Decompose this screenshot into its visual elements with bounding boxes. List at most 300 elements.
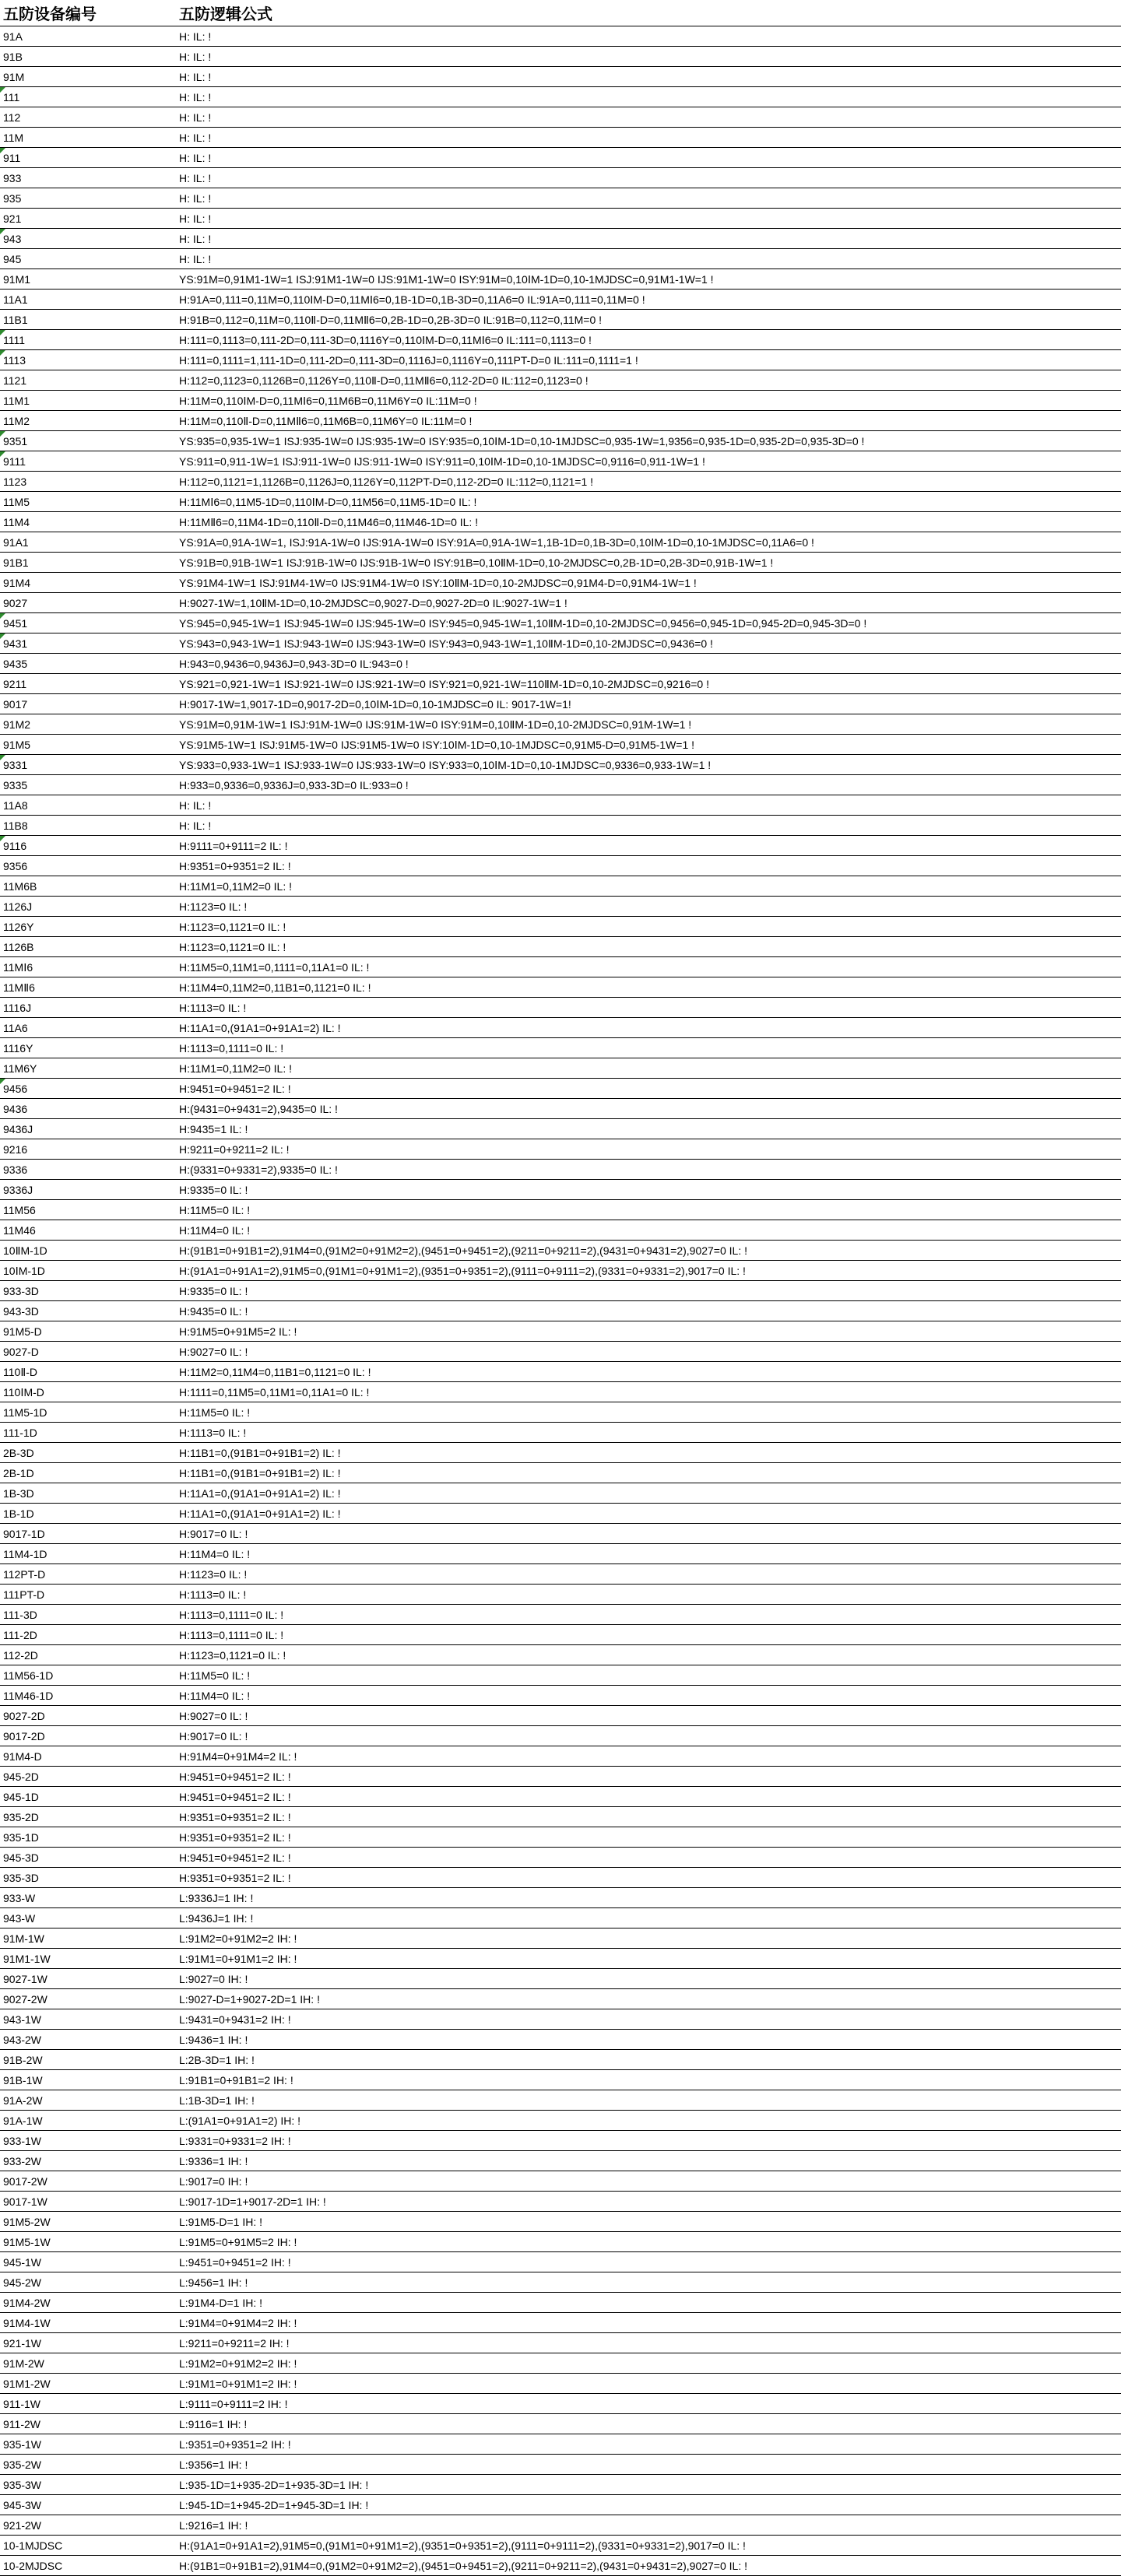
logic-formula-cell[interactable]: YS:943=0,943-1W=1 ISJ:943-1W=0 IJS:943-1W=0 ISY:943=0,943-1W=1,10ⅡM-1D=0,10-2MJDSC=0,9436=0 ! (176, 633, 1121, 654)
table-row (0, 330, 1121, 350)
device-id-cell[interactable] (0, 1686, 176, 1706)
device-id-cell[interactable] (0, 1564, 176, 1585)
device-id-cell[interactable] (0, 1969, 176, 1989)
device-id-cell[interactable] (0, 492, 176, 512)
logic-formula-cell[interactable]: H:11M5=0 IL: ! (176, 1665, 1121, 1686)
device-id-text: 943-3D (3, 1304, 39, 1318)
table-row (0, 998, 1121, 1018)
logic-formula-cell[interactable]: H:11M4=0,11M2=0,11B1=0,1121=0 IL: ! (176, 977, 1121, 998)
logic-formula-cell[interactable]: YS:933=0,933-1W=1 ISJ:933-1W=0 IJS:933-1W=0 ISY:933=0,10ⅠM-1D=0,10-1MJDSC=0,9336=0,933-1W=1 ! (176, 755, 1121, 775)
table-row (0, 1463, 1121, 1483)
logic-formula-cell[interactable]: H:111=0,1113=0,111-2D=0,111-3D=0,1116Y=0,110ⅠM-D=0,11MⅠ6=0 IL:111=0,1113=0 ! (176, 330, 1121, 350)
logic-formula-cell[interactable]: L:9431=0+9431=2 IH: ! (176, 2009, 1121, 2030)
device-id-cell[interactable] (0, 1787, 176, 1807)
logic-formula-cell[interactable]: L:9331=0+9331=2 IH: ! (176, 2131, 1121, 2151)
logic-formula-cell[interactable]: H:1113=0,1111=0 IL: ! (176, 1605, 1121, 1625)
device-id-cell[interactable] (0, 755, 176, 775)
device-id-cell[interactable] (0, 2374, 176, 2394)
device-id-cell[interactable] (0, 370, 176, 391)
logic-formula-cell[interactable]: H:943=0,9436=0,9436J=0,943-3D=0 IL:943=0 ! (176, 654, 1121, 674)
device-id-cell[interactable] (0, 26, 176, 47)
table-row (0, 2495, 1121, 2515)
device-id-cell[interactable] (0, 553, 176, 573)
device-id-cell[interactable] (0, 1058, 176, 1079)
device-id-cell[interactable] (0, 897, 176, 917)
device-id-cell[interactable] (0, 1099, 176, 1119)
device-id-cell[interactable] (0, 2090, 176, 2111)
table-row (0, 775, 1121, 795)
device-id-cell[interactable] (0, 128, 176, 148)
device-id-cell[interactable] (0, 188, 176, 209)
logic-formula-cell[interactable]: YS:935=0,935-1W=1 ISJ:935-1W=0 IJS:935-1W=0 ISY:935=0,10ⅠM-1D=0,10-1MJDSC=0,935-1W=1,9356=0,935-1D=0,935-2D=0,935-3D=0 ! (176, 431, 1121, 451)
error-indicator-icon (0, 148, 5, 153)
logic-formula-cell[interactable]: H:9351=0+9351=2 IL: ! (176, 856, 1121, 876)
device-id-cell[interactable] (0, 1382, 176, 1402)
device-id-cell[interactable] (0, 1301, 176, 1321)
table-row (0, 209, 1121, 229)
logic-formula-cell[interactable]: H: IL: ! (176, 168, 1121, 188)
device-id-cell[interactable] (0, 1605, 176, 1625)
logic-formula-cell[interactable]: H:(9331=0+9331=2),9335=0 IL: ! (176, 1160, 1121, 1180)
logic-formula-cell[interactable]: L:9017=0 IH: ! (176, 2171, 1121, 2192)
logic-formula-cell[interactable]: H:1111=0,11M5=0,11M1=0,11A1=0 IL: ! (176, 1382, 1121, 1402)
logic-formula-cell[interactable]: YS:91A=0,91A-1W=1, ISJ:91A-1W=0 IJS:91A-1W=0 ISY:91A=0,91A-1W=1,1B-1D=0,1B-3D=0,10ⅠM-1D=0,10-1MJDSC=0,11A6=0 ! (176, 532, 1121, 553)
logic-formula-cell[interactable]: H:1113=0 IL: ! (176, 1585, 1121, 1605)
logic-formula-cell[interactable]: H:111=0,1111=1,111-1D=0,111-2D=0,111-3D=0,1116J=0,1116Y=0,111PT-D=0 IL:111=0,1111=1 ! (176, 350, 1121, 370)
logic-formula-cell[interactable]: H:1123=0 IL: ! (176, 897, 1121, 917)
table-row (0, 2030, 1121, 2050)
device-id-cell[interactable] (0, 654, 176, 674)
logic-formula-cell[interactable]: H:11M5=0 IL: ! (176, 1402, 1121, 1423)
device-id-cell[interactable] (0, 2313, 176, 2333)
device-id-cell[interactable] (0, 714, 176, 735)
device-id-cell[interactable] (0, 411, 176, 431)
device-id-cell[interactable] (0, 330, 176, 350)
device-id-cell[interactable] (0, 1342, 176, 1362)
logic-formula-cell[interactable]: H: IL: ! (176, 209, 1121, 229)
device-id-cell[interactable] (0, 472, 176, 492)
device-id-cell[interactable] (0, 431, 176, 451)
logic-formula-cell[interactable]: L:91M2=0+91M2=2 IH: ! (176, 2353, 1121, 2374)
logic-formula-cell[interactable]: L:9336J=1 IH: ! (176, 1888, 1121, 1908)
logic-formula-cell[interactable]: H: IL: ! (176, 148, 1121, 168)
logic-formula-cell[interactable]: L:9436J=1 IH: ! (176, 1908, 1121, 1928)
table-row (0, 1321, 1121, 1342)
device-id-cell[interactable] (0, 2050, 176, 2070)
logic-formula-cell[interactable]: H:11M1=0,11M2=0 IL: ! (176, 876, 1121, 897)
logic-formula-cell[interactable]: H:9017=0 IL: ! (176, 1726, 1121, 1746)
device-id-cell[interactable] (0, 1585, 176, 1605)
logic-formula-cell[interactable]: L:91M1=0+91M1=2 IH: ! (176, 2374, 1121, 2394)
table-row (0, 977, 1121, 998)
logic-formula-cell[interactable]: L:91M5-D=1 IH: ! (176, 2212, 1121, 2232)
logic-formula-cell[interactable]: YS:911=0,911-1W=1 ISJ:911-1W=0 IJS:911-1W=0 ISY:911=0,10ⅠM-1D=0,10-1MJDSC=0,9116=0,911-1W=1 ! (176, 451, 1121, 472)
logic-formula-cell[interactable]: H:933=0,9336=0,9336J=0,933-3D=0 IL:933=0 ! (176, 775, 1121, 795)
logic-formula-cell[interactable]: H:11MⅠ6=0,11M5-1D=0,110ⅠM-D=0,11M56=0,11M5-1D=0 IL: ! (176, 492, 1121, 512)
logic-formula-cell[interactable]: L:9111=0+9111=2 IH: ! (176, 2394, 1121, 2414)
logic-formula-cell[interactable]: H: IL: ! (176, 249, 1121, 269)
logic-formula-cell[interactable]: H:9211=0+9211=2 IL: ! (176, 1139, 1121, 1160)
logic-formula-cell[interactable]: H:9027=0 IL: ! (176, 1342, 1121, 1362)
device-id-cell[interactable] (0, 1241, 176, 1261)
logic-formula-cell[interactable]: H:(9431=0+9431=2),9435=0 IL: ! (176, 1099, 1121, 1119)
device-id-cell[interactable] (0, 573, 176, 593)
device-id-cell[interactable] (0, 2009, 176, 2030)
table-row (0, 735, 1121, 755)
logic-formula-cell[interactable]: L:9027-D=1+9027-2D=1 IH: ! (176, 1989, 1121, 2009)
logic-formula-cell[interactable]: H:11M5=0,11M1=0,1111=0,11A1=0 IL: ! (176, 957, 1121, 977)
device-id-cell[interactable] (0, 67, 176, 87)
table-row (0, 1767, 1121, 1787)
device-id-cell[interactable] (0, 2536, 176, 2556)
logic-formula-cell[interactable]: H:9017-1W=1,9017-1D=0,9017-2D=0,10ⅠM-1D=0,10-1MJDSC=0 IL: 9017-1W=1! (176, 694, 1121, 714)
device-id-text: 91B-1W (3, 2073, 43, 2086)
device-id-text: 11A8 (3, 798, 28, 812)
logic-formula-cell[interactable]: H:11M1=0,11M2=0 IL: ! (176, 1058, 1121, 1079)
logic-formula-cell[interactable]: H:9351=0+9351=2 IL: ! (176, 1868, 1121, 1888)
logic-formula-cell[interactable]: H:9027=0 IL: ! (176, 1706, 1121, 1726)
device-id-cell[interactable] (0, 2212, 176, 2232)
logic-formula-cell[interactable]: H:11A1=0,(91A1=0+91A1=2) IL: ! (176, 1504, 1121, 1524)
logic-formula-cell[interactable]: H:91B=0,112=0,11M=0,110Ⅱ-D=0,11MⅡ6=0,2B-1D=0,2B-3D=0 IL:91B=0,112=0,11M=0 ! (176, 310, 1121, 330)
logic-formula-cell[interactable]: H: IL: ! (176, 816, 1121, 836)
table-row (0, 2009, 1121, 2030)
logic-formula-cell[interactable]: H:1123=0,1121=0 IL: ! (176, 937, 1121, 957)
device-id-text: 943 (3, 232, 22, 245)
device-id-cell[interactable] (0, 2333, 176, 2353)
logic-formula-cell[interactable]: L:9356=1 IH: ! (176, 2455, 1121, 2475)
error-indicator-icon (0, 330, 5, 335)
logic-formula-cell[interactable]: H:112=0,1123=0,1126B=0,1126Y=0,110Ⅱ-D=0,11MⅡ6=0,112-2D=0 IL:112=0,1123=0 ! (176, 370, 1121, 391)
device-id-cell[interactable] (0, 1261, 176, 1281)
device-id-cell[interactable] (0, 249, 176, 269)
device-id-cell[interactable] (0, 1321, 176, 1342)
device-id-cell[interactable] (0, 1726, 176, 1746)
device-id-cell[interactable] (0, 87, 176, 107)
logic-formula-cell[interactable]: H:11M4=0 IL: ! (176, 1544, 1121, 1564)
device-id-cell[interactable] (0, 1645, 176, 1665)
device-id-cell[interactable] (0, 2232, 176, 2252)
device-id-cell[interactable] (0, 775, 176, 795)
device-id-cell[interactable] (0, 2030, 176, 2050)
device-id-cell[interactable] (0, 2394, 176, 2414)
logic-formula-cell[interactable]: H:11M=0,110ⅠM-D=0,11MⅠ6=0,11M6B=0,11M6Y=0 IL:11M=0 ! (176, 391, 1121, 411)
device-id-cell[interactable] (0, 350, 176, 370)
table-row (0, 2414, 1121, 2434)
logic-formula-cell[interactable]: YS:921=0,921-1W=1 ISJ:921-1W=0 IJS:921-1W=0 ISY:921=0,921-1W=110ⅡM-1D=0,10-2MJDSC=0,9216=0 ! (176, 674, 1121, 694)
logic-formula-cell[interactable]: H:91A=0,111=0,11M=0,110ⅠM-D=0,11MⅠ6=0,1B-1D=0,1B-3D=0,11A6=0 IL:91A=0,111=0,11M=0 ! (176, 290, 1121, 310)
table-row (0, 1483, 1121, 1504)
logic-formula-cell[interactable]: H:1123=0,1121=0 IL: ! (176, 1645, 1121, 1665)
device-id-cell[interactable] (0, 391, 176, 411)
logic-formula-cell[interactable]: H:11M5=0 IL: ! (176, 1200, 1121, 1220)
device-id-cell[interactable] (0, 1119, 176, 1139)
logic-formula-cell[interactable]: L:9116=1 IH: ! (176, 2414, 1121, 2434)
device-id-cell[interactable] (0, 168, 176, 188)
logic-formula-cell[interactable]: H:11A1=0,(91A1=0+91A1=2) IL: ! (176, 1018, 1121, 1038)
device-id-cell[interactable] (0, 2475, 176, 2495)
device-id-cell[interactable] (0, 937, 176, 957)
device-id-cell[interactable] (0, 1848, 176, 1868)
logic-formula-cell[interactable]: L:9336=1 IH: ! (176, 2151, 1121, 2171)
device-id-cell[interactable] (0, 2556, 176, 2576)
device-id-cell[interactable] (0, 2272, 176, 2293)
device-id-cell[interactable] (0, 107, 176, 128)
device-id-cell[interactable] (0, 735, 176, 755)
logic-formula-cell[interactable]: H:11B1=0,(91B1=0+91B1=2) IL: ! (176, 1463, 1121, 1483)
logic-formula-cell[interactable]: L:9351=0+9351=2 IH: ! (176, 2434, 1121, 2455)
device-id-cell[interactable] (0, 1160, 176, 1180)
logic-formula-cell[interactable]: H:1113=0 IL: ! (176, 1423, 1121, 1443)
logic-formula-cell[interactable]: L:2B-3D=1 IH: ! (176, 2050, 1121, 2070)
logic-formula-cell[interactable]: L:935-1D=1+935-2D=1+935-3D=1 IH: ! (176, 2475, 1121, 2495)
device-id-text: 943-1W (3, 2013, 42, 2026)
logic-formula-cell[interactable]: H:(91B1=0+91B1=2),91M4=0,(91M2=0+91M2=2),(9451=0+9451=2),(9211=0+9211=2),(9431=0+9431=2),9027=0 IL: ! (176, 2556, 1121, 2576)
logic-formula-cell[interactable]: H:9111=0+9111=2 IL: ! (176, 836, 1121, 856)
device-id-cell[interactable] (0, 2151, 176, 2171)
device-id-cell[interactable] (0, 2171, 176, 2192)
device-id-cell[interactable] (0, 1928, 176, 1949)
device-id-cell[interactable] (0, 674, 176, 694)
logic-formula-cell[interactable]: H:9335=0 IL: ! (176, 1281, 1121, 1301)
logic-formula-cell[interactable]: H: IL: ! (176, 26, 1121, 47)
logic-formula-cell[interactable]: YS:945=0,945-1W=1 ISJ:945-1W=0 IJS:945-1W=0 ISY:945=0,945-1W=1,10ⅡM-1D=0,10-2MJDSC=0,9456=0,945-1D=0,945-2D=0,945-3D=0 ! (176, 613, 1121, 633)
logic-formula-cell[interactable]: L:9456=1 IH: ! (176, 2272, 1121, 2293)
device-id-cell[interactable] (0, 1139, 176, 1160)
logic-formula-cell[interactable]: YS:91B=0,91B-1W=1 ISJ:91B-1W=0 IJS:91B-1W=0 ISY:91B=0,10ⅡM-1D=0,10-2MJDSC=0,2B-1D=0,2B-3D=0,91B-1W=1 ! (176, 553, 1121, 573)
logic-formula-cell[interactable]: L:9027=0 IH: ! (176, 1969, 1121, 1989)
logic-formula-cell[interactable]: H:11M4=0 IL: ! (176, 1220, 1121, 1241)
table-row (0, 1726, 1121, 1746)
device-id-cell[interactable] (0, 816, 176, 836)
logic-formula-cell[interactable]: L:91B1=0+91B1=2 IH: ! (176, 2070, 1121, 2090)
device-id-cell[interactable] (0, 1868, 176, 1888)
logic-formula-cell[interactable]: H:9351=0+9351=2 IL: ! (176, 1827, 1121, 1848)
device-id-text: 91B-2W (3, 2053, 43, 2066)
device-id-cell[interactable] (0, 2252, 176, 2272)
logic-formula-cell[interactable]: H:11A1=0,(91A1=0+91A1=2) IL: ! (176, 1483, 1121, 1504)
logic-formula-cell[interactable]: H:9451=0+9451=2 IL: ! (176, 1079, 1121, 1099)
device-id-cell[interactable] (0, 1504, 176, 1524)
device-id-text: 11MⅡ6 (3, 981, 35, 994)
logic-formula-cell[interactable]: H: IL: ! (176, 67, 1121, 87)
logic-formula-cell[interactable]: H:1113=0,1111=0 IL: ! (176, 1625, 1121, 1645)
device-id-cell[interactable] (0, 1665, 176, 1686)
logic-formula-cell[interactable]: YS:91M5-1W=1 ISJ:91M5-1W=0 IJS:91M5-1W=0 ISY:10ⅠM-1D=0,10-1MJDSC=0,91M5-D=0,91M5-1W=1 ! (176, 735, 1121, 755)
device-id-cell[interactable] (0, 2111, 176, 2131)
logic-formula-cell[interactable]: H:9351=0+9351=2 IL: ! (176, 1807, 1121, 1827)
logic-formula-cell[interactable]: H:1123=0,1121=0 IL: ! (176, 917, 1121, 937)
device-id-cell[interactable] (0, 1483, 176, 1504)
device-id-text: 91M4 (3, 576, 31, 589)
device-id-cell[interactable] (0, 532, 176, 553)
device-id-cell[interactable] (0, 1362, 176, 1382)
device-id-text: 9216 (3, 1142, 28, 1156)
logic-formula-cell[interactable]: L:9216=1 IH: ! (176, 2515, 1121, 2536)
device-id-text: 935-2W (3, 2458, 42, 2471)
device-id-text: 943-2W (3, 2033, 42, 2046)
device-id-cell[interactable] (0, 1949, 176, 1969)
device-id-cell[interactable] (0, 1888, 176, 1908)
device-id-cell[interactable] (0, 1706, 176, 1726)
device-id-cell[interactable] (0, 836, 176, 856)
header-device-id: 五防设备编号 (0, 0, 176, 26)
device-id-cell[interactable] (0, 1908, 176, 1928)
device-id-text: 911-1W (3, 2397, 40, 2410)
device-id-cell[interactable] (0, 310, 176, 330)
device-id-cell[interactable] (0, 2515, 176, 2536)
logic-formula-cell[interactable]: H:112=0,1121=1,1126B=0,1126J=0,1126Y=0,112PT-D=0,112-2D=0 IL:112=0,1121=1 ! (176, 472, 1121, 492)
device-id-cell[interactable] (0, 1746, 176, 1767)
device-id-cell[interactable] (0, 512, 176, 532)
logic-formula-cell[interactable]: H: IL: ! (176, 795, 1121, 816)
logic-formula-cell[interactable]: L:91M5=0+91M5=2 IH: ! (176, 2232, 1121, 2252)
logic-formula-cell[interactable]: H:(91A1=0+91A1=2),91M5=0,(91M1=0+91M1=2),(9351=0+9351=2),(9111=0+9111=2),(9331=0+9331=2),9017=0 IL: ! (176, 2536, 1121, 2556)
logic-formula-cell[interactable]: L:9436=1 IH: ! (176, 2030, 1121, 2050)
device-id-cell[interactable] (0, 1767, 176, 1787)
logic-formula-cell[interactable]: YS:91M=0,91M1-1W=1 ISJ:91M1-1W=0 IJS:91M1-1W=0 ISY:91M=0,10ⅠM-1D=0,10-1MJDSC=0,91M1-1W=1 ! (176, 269, 1121, 290)
device-id-text: 91M (3, 70, 25, 83)
logic-formula-cell[interactable]: H: IL: ! (176, 107, 1121, 128)
logic-formula-cell[interactable]: H:9435=0 IL: ! (176, 1301, 1121, 1321)
table-row (0, 2192, 1121, 2212)
device-id-cell[interactable] (0, 1524, 176, 1544)
device-id-cell[interactable] (0, 2495, 176, 2515)
device-id-cell[interactable] (0, 1220, 176, 1241)
device-id-text: 1113 (3, 353, 26, 367)
logic-formula-cell[interactable]: H: IL: ! (176, 128, 1121, 148)
device-id-cell[interactable] (0, 148, 176, 168)
logic-formula-cell[interactable]: H:91M4=0+91M4=2 IL: ! (176, 1746, 1121, 1767)
logic-formula-cell[interactable]: H:9451=0+9451=2 IL: ! (176, 1848, 1121, 1868)
device-id-cell[interactable] (0, 2353, 176, 2374)
table-row (0, 553, 1121, 573)
device-id-text: 921 (3, 212, 22, 225)
device-id-cell[interactable] (0, 1402, 176, 1423)
logic-formula-cell[interactable]: H:1113=0,1111=0 IL: ! (176, 1038, 1121, 1058)
logic-formula-cell[interactable]: L:1B-3D=1 IH: ! (176, 2090, 1121, 2111)
table-row (0, 1504, 1121, 1524)
device-id-cell[interactable] (0, 2434, 176, 2455)
device-id-cell[interactable] (0, 269, 176, 290)
device-id-text: 9336J (3, 1183, 33, 1196)
logic-formula-cell[interactable]: H:11M4=0 IL: ! (176, 1686, 1121, 1706)
table-row (0, 1564, 1121, 1585)
device-id-cell[interactable] (0, 290, 176, 310)
logic-formula-cell[interactable]: H:9017=0 IL: ! (176, 1524, 1121, 1544)
logic-formula-cell[interactable]: L:91M2=0+91M2=2 IH: ! (176, 1928, 1121, 1949)
device-id-cell[interactable] (0, 998, 176, 1018)
logic-formula-cell[interactable]: L:91M1=0+91M1=2 IH: ! (176, 1949, 1121, 1969)
device-id-cell[interactable] (0, 1625, 176, 1645)
device-id-cell[interactable] (0, 2131, 176, 2151)
logic-formula-cell[interactable]: H:(91B1=0+91B1=2),91M4=0,(91M2=0+91M2=2),(9451=0+9451=2),(9211=0+9211=2),(9431=0+9431=2),9027=0 IL: ! (176, 1241, 1121, 1261)
logic-formula-cell[interactable]: H:9451=0+9451=2 IL: ! (176, 1787, 1121, 1807)
device-id-cell[interactable] (0, 2414, 176, 2434)
logic-formula-cell[interactable]: H:9335=0 IL: ! (176, 1180, 1121, 1200)
logic-formula-cell[interactable]: H: IL: ! (176, 87, 1121, 107)
logic-formula-cell[interactable]: H: IL: ! (176, 188, 1121, 209)
logic-formula-cell[interactable]: L:91M4-D=1 IH: ! (176, 2293, 1121, 2313)
device-id-cell[interactable] (0, 593, 176, 613)
error-indicator-icon (0, 613, 5, 619)
device-id-text: 921-1W (3, 2336, 42, 2350)
logic-formula-cell[interactable]: L:9211=0+9211=2 IH: ! (176, 2333, 1121, 2353)
device-id-cell[interactable] (0, 613, 176, 633)
device-id-cell[interactable] (0, 795, 176, 816)
device-id-cell[interactable] (0, 1463, 176, 1483)
logic-formula-cell[interactable]: YS:91M4-1W=1 ISJ:91M4-1W=0 IJS:91M4-1W=0 ISY:10ⅡM-1D=0,10-2MJDSC=0,91M4-D=0,91M4-1W=1 ! (176, 573, 1121, 593)
device-id-cell[interactable] (0, 694, 176, 714)
logic-formula-cell[interactable]: H: IL: ! (176, 229, 1121, 249)
device-id-cell[interactable] (0, 1807, 176, 1827)
logic-formula-cell[interactable]: H:11M2=0,11M4=0,11B1=0,1121=0 IL: ! (176, 1362, 1121, 1382)
logic-formula-cell[interactable]: H:1113=0 IL: ! (176, 998, 1121, 1018)
device-id-cell[interactable] (0, 2070, 176, 2090)
device-id-cell[interactable] (0, 633, 176, 654)
device-id-text: 11M56 (3, 1203, 36, 1216)
logic-formula-cell[interactable]: H:11M=0,110Ⅱ-D=0,11MⅡ6=0,11M6B=0,11M6Y=0 IL:11M=0 ! (176, 411, 1121, 431)
logic-formula-cell[interactable]: L:9017-1D=1+9017-2D=1 IH: ! (176, 2192, 1121, 2212)
device-id-text: 935-3D (3, 1871, 39, 1884)
table-row (0, 2556, 1121, 2576)
device-id-cell[interactable] (0, 1200, 176, 1220)
logic-formula-cell[interactable]: H:9451=0+9451=2 IL: ! (176, 1767, 1121, 1787)
device-id-cell[interactable] (0, 977, 176, 998)
logic-formula-cell[interactable]: L:(91A1=0+91A1=2) IH: ! (176, 2111, 1121, 2131)
logic-formula-cell[interactable]: H:9027-1W=1,10ⅡM-1D=0,10-2MJDSC=0,9027-D=0,9027-2D=0 IL:9027-1W=1 ! (176, 593, 1121, 613)
device-id-cell[interactable] (0, 1038, 176, 1058)
device-id-cell[interactable] (0, 229, 176, 249)
device-id-cell[interactable] (0, 2293, 176, 2313)
device-id-cell[interactable] (0, 1544, 176, 1564)
device-id-cell[interactable] (0, 1827, 176, 1848)
table-row (0, 2151, 1121, 2171)
table-row (0, 148, 1121, 168)
logic-formula-cell[interactable]: L:9451=0+9451=2 IH: ! (176, 2252, 1121, 2272)
logic-formula-cell[interactable]: L:945-1D=1+945-2D=1+945-3D=1 IH: ! (176, 2495, 1121, 2515)
device-id-cell[interactable] (0, 2455, 176, 2475)
device-id-cell[interactable] (0, 47, 176, 67)
logic-formula-cell[interactable]: L:91M4=0+91M4=2 IH: ! (176, 2313, 1121, 2333)
device-id-cell[interactable] (0, 1281, 176, 1301)
device-id-cell[interactable] (0, 1180, 176, 1200)
device-id-cell[interactable] (0, 209, 176, 229)
logic-formula-cell[interactable]: YS:91M=0,91M-1W=1 ISJ:91M-1W=0 IJS:91M-1W=0 ISY:91M=0,10ⅡM-1D=0,10-2MJDSC=0,91M-1W=1 ! (176, 714, 1121, 735)
logic-formula-cell[interactable]: H:1123=0 IL: ! (176, 1564, 1121, 1585)
device-id-cell[interactable] (0, 1989, 176, 2009)
device-id-cell[interactable] (0, 917, 176, 937)
logic-formula-cell[interactable]: H:91M5=0+91M5=2 IL: ! (176, 1321, 1121, 1342)
table-row (0, 755, 1121, 775)
device-id-cell[interactable] (0, 1423, 176, 1443)
device-id-cell[interactable] (0, 1018, 176, 1038)
device-id-cell[interactable] (0, 451, 176, 472)
device-id-cell[interactable] (0, 1443, 176, 1463)
device-id-cell[interactable] (0, 957, 176, 977)
device-id-cell[interactable] (0, 856, 176, 876)
device-id-cell[interactable] (0, 1079, 176, 1099)
logic-formula-cell[interactable]: H:11B1=0,(91B1=0+91B1=2) IL: ! (176, 1443, 1121, 1463)
device-id-text: 11M56-1D (3, 1669, 54, 1682)
logic-formula-cell[interactable]: H: IL: ! (176, 47, 1121, 67)
logic-formula-cell[interactable]: H:9435=1 IL: ! (176, 1119, 1121, 1139)
table-row (0, 1099, 1121, 1119)
logic-formula-cell[interactable]: H:(91A1=0+91A1=2),91M5=0,(91M1=0+91M1=2),(9351=0+9351=2),(9111=0+9111=2),(9331=0+9331=2),9017=0 IL: ! (176, 1261, 1121, 1281)
device-id-cell[interactable] (0, 2192, 176, 2212)
logic-formula-cell[interactable]: H:11MⅡ6=0,11M4-1D=0,110Ⅱ-D=0,11M46=0,11M46-1D=0 IL: ! (176, 512, 1121, 532)
device-id-cell[interactable] (0, 876, 176, 897)
